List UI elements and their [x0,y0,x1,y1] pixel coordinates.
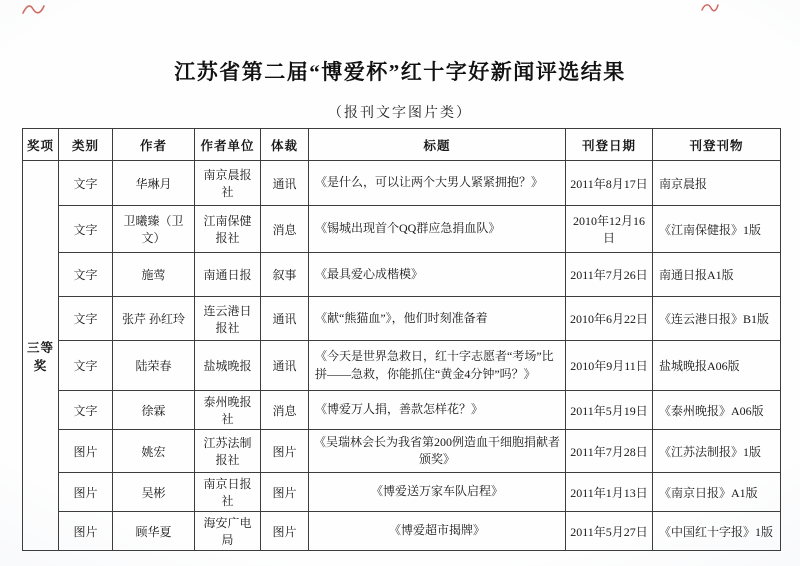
table-row [23,430,781,473]
cell-category: 图片 [59,473,113,512]
cell-title: 《是什么，可以让两个大男人紧紧拥抱？》 [309,161,566,206]
table-row [23,161,781,206]
cell-publication: 南京晨报 [653,161,781,206]
col-header-category: 类别 [59,129,113,161]
cell-title: 《最具爱心成楷模》 [309,253,566,297]
cell-genre: 图片 [261,473,309,512]
cell-date: 2011年1月13日 [566,473,653,512]
cell-title: 《献“熊猫血”》，他们时刻准备着 [309,297,566,341]
cell-unit: 南京日报社 [195,473,261,512]
col-header-unit: 作者单位 [195,129,261,161]
cell-category: 图片 [59,430,113,473]
cell-author: 陆荣春 [113,341,195,391]
cell-genre: 消息 [261,391,309,430]
table-row [23,297,781,341]
cell-unit: 南通日报 [195,253,261,297]
cell-publication: 《中国红十字报》1版 [653,512,781,551]
col-header-publication: 刊登刊物 [653,129,781,161]
cell-unit: 泰州晚报社 [195,391,261,430]
cell-unit: 连云港日报社 [195,297,261,341]
cell-category: 文字 [59,391,113,430]
table-row [23,391,781,430]
col-header-genre: 体裁 [261,129,309,161]
cell-publication: 《南京日报》A1版 [653,473,781,512]
col-header-title: 标题 [309,129,566,161]
cell-genre: 图片 [261,512,309,551]
cell-publication: 《泰州晚报》A06版 [653,391,781,430]
col-header-award: 奖项 [23,129,59,161]
cell-unit: 盐城晚报 [195,341,261,391]
cell-date: 2011年7月26日 [566,253,653,297]
cell-category: 文字 [59,297,113,341]
cell-genre: 通讯 [261,161,309,206]
cell-publication: 《连云港日报》B1版 [653,297,781,341]
cell-category: 文字 [59,161,113,206]
cell-author: 姚宏 [113,430,195,473]
cell-date: 2010年9月11日 [566,341,653,391]
cell-author: 施莺 [113,253,195,297]
cell-title: 《锡城出现首个QQ群应急捐血队》 [309,206,566,253]
cell-genre: 通讯 [261,341,309,391]
cell-author: 张芹 孙红玲 [113,297,195,341]
table-row [23,341,781,391]
cell-title: 《博爱送万家车队启程》 [309,473,566,512]
cell-category: 图片 [59,512,113,551]
cell-category: 文字 [59,341,113,391]
cell-author: 吴彬 [113,473,195,512]
cell-date: 2011年8月17日 [566,161,653,206]
document-subtitle: （报刊文字图片类） [328,106,472,121]
cell-author: 徐霖 [113,391,195,430]
document-title: 江苏省第二届“博爱杯”红十字好新闻评选结果 [174,60,626,84]
cell-unit: 海安广电局 [195,512,261,551]
cell-genre: 图片 [261,430,309,473]
cell-publication: 盐城晚报A06版 [653,341,781,391]
cell-category: 文字 [59,206,113,253]
table-header-row [23,129,781,161]
cell-genre: 叙事 [261,253,309,297]
cell-unit: 江南保健报社 [195,206,261,253]
table-row [23,253,781,297]
cell-category: 文字 [59,253,113,297]
cell-unit: 江苏法制报社 [195,430,261,473]
cell-publication: 南通日报A1版 [653,253,781,297]
cell-date: 2010年12月16日 [566,206,653,253]
cell-genre: 通讯 [261,297,309,341]
cell-title: 《今天是世界急救日，红十字志愿者“考场”比拼——急救，你能抓住“黄金4分钟”吗？》 [309,341,566,391]
cell-title: 《博爱超市揭牌》 [309,512,566,551]
col-header-author: 作者 [113,129,195,161]
results-table [22,128,781,551]
cell-title: 《博爱万人捐，善款怎样花？》 [309,391,566,430]
col-header-date: 刊登日期 [566,129,653,161]
award-cell: 三等奖 [23,161,59,551]
table-row [23,473,781,512]
cell-author: 顾华夏 [113,512,195,551]
cell-date: 2011年5月19日 [566,391,653,430]
cell-author: 华琳月 [113,161,195,206]
cell-publication: 《江南保健报》1版 [653,206,781,253]
red-pen-mark-right-icon [700,1,720,14]
cell-author: 卫曦臻（卫文） [113,206,195,253]
cell-genre: 消息 [261,206,309,253]
cell-date: 2010年6月22日 [566,297,653,341]
table-row [23,206,781,253]
cell-date: 2011年5月27日 [566,512,653,551]
table-row [23,512,781,551]
cell-date: 2011年7月28日 [566,430,653,473]
cell-title: 《吴瑞林会长为我省第200例造血干细胞捐献者颁奖》 [309,430,566,473]
cell-publication: 《江苏法制报》1版 [653,430,781,473]
cell-unit: 南京晨报社 [195,161,261,206]
red-pen-mark-left-icon [20,1,46,17]
